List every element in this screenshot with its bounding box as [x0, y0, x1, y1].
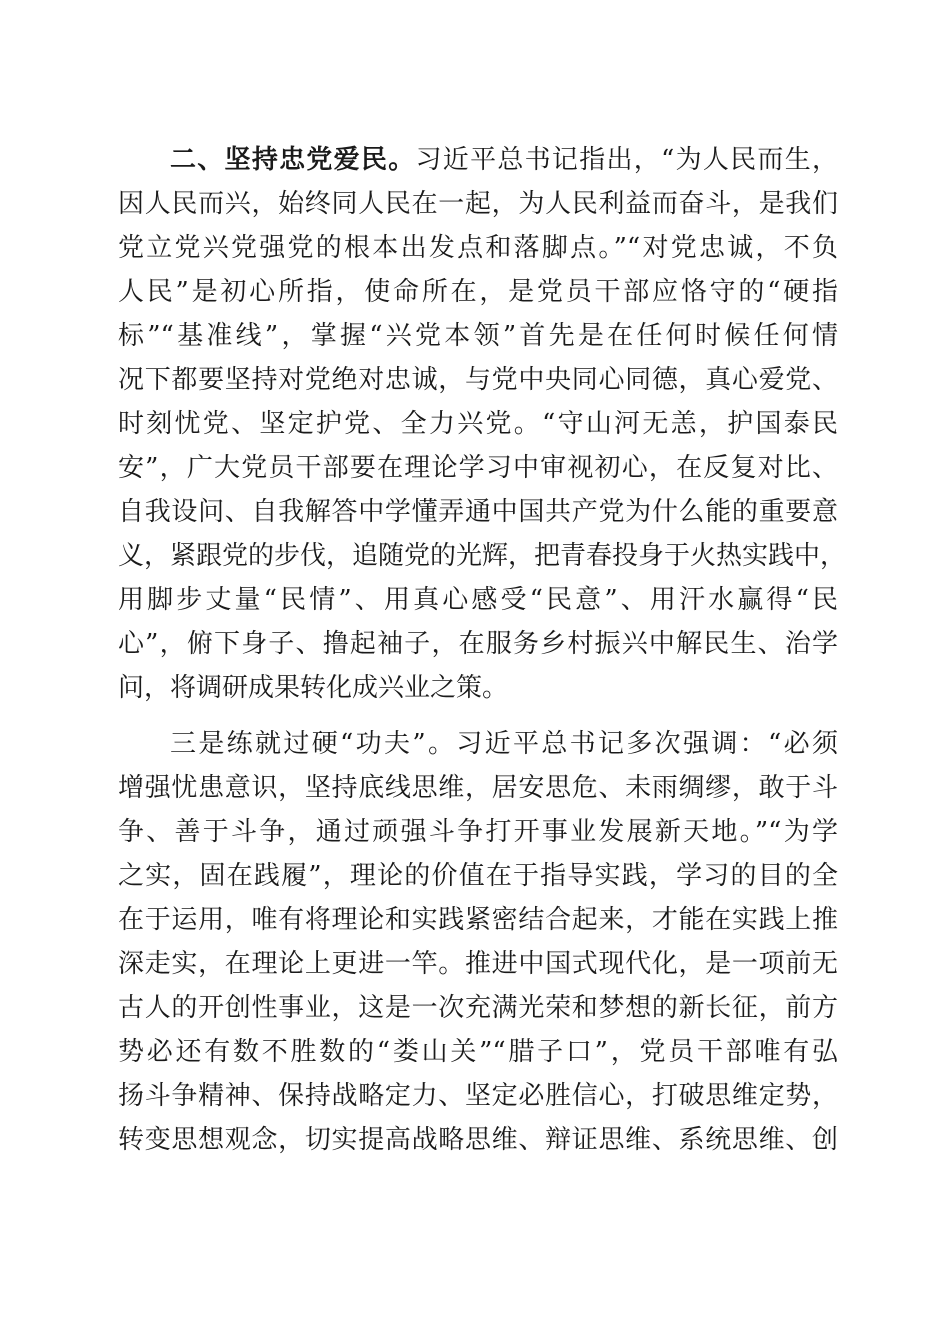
paragraph-line: 争、善于斗争，通过顽强斗争打开事业发展新天地。”“为学 — [118, 817, 838, 847]
paragraph-line: 自我设问、自我解答中学懂弄通中国共产党为什么能的重要意 — [118, 497, 838, 527]
paragraph-line: 用脚步丈量“民情”、用真心感受“民意”、用汗水赢得“民 — [118, 585, 838, 615]
paragraph-line: 义，紧跟党的步伐，追随党的光辉，把青春投身于火热实践中， — [118, 541, 847, 571]
paragraph-line: 况下都要坚持对党绝对忠诚，与党中央同心同德，真心爱党、 — [118, 365, 838, 395]
paragraph-line: 因人民而兴，始终同人民在一起，为人民利益而奋斗，是我们 — [118, 189, 838, 219]
paragraph-line: 转变思想观念，切实提高战略思维、辩证思维、系统思维、创 — [118, 1125, 838, 1155]
paragraph-line: 古人的开创性事业，这是一次充满光荣和梦想的新长征，前方 — [118, 993, 838, 1023]
paragraph-line: 在于运用，唯有将理论和实践紧密结合起来，才能在实践上推 — [118, 905, 838, 935]
paragraph-line: 问，将调研成果转化成兴业之策。 — [118, 673, 509, 703]
paragraph-line: 心”，俯下身子、撸起袖子，在服务乡村振兴中解民生、治学 — [118, 629, 838, 659]
section-heading: 二、坚持忠党爱民。 — [170, 145, 416, 175]
paragraph-line: 标”“基准线”，掌握“兴党本领”首先是在任何时候任何情 — [118, 321, 838, 351]
paragraph-line: 党立党兴党强党的根本出发点和落脚点。”“对党忠诚，不负 — [118, 233, 838, 263]
paragraph-line: 三是练就过硬“功夫”。习近平总书记多次强调：“必须 — [170, 729, 838, 759]
paragraph-line: 深走实，在理论上更进一竿。推进中国式现代化，是一项前无 — [118, 949, 838, 979]
paragraph-line: 之实，固在践履”，理论的价值在于指导实践，学习的目的全 — [118, 861, 838, 891]
paragraph-line — [170, 138, 838, 182]
paragraph-text: 习近平总书记指出，“为人民而生， — [415, 145, 838, 175]
paragraph-line: 安”，广大党员干部要在理论学习中审视初心，在反复对比、 — [118, 453, 838, 483]
paragraph-line: 人民”是初心所指，使命所在，是党员干部应恪守的“硬指 — [118, 277, 838, 307]
paragraph-line: 扬斗争精神、保持战略定力、坚定必胜信心，打破思维定势， — [118, 1081, 838, 1111]
paragraph-line: 增强忧患意识，坚持底线思维，居安思危、未雨绸缪，敢于斗 — [118, 773, 838, 803]
paragraph-line: 时刻忧党、坚定护党、全力兴党。“守山河无恙，护国泰民 — [118, 409, 838, 439]
paragraph-line: 势必还有数不胜数的“娄山关”“腊子口”，党员干部唯有弘 — [118, 1037, 838, 1067]
